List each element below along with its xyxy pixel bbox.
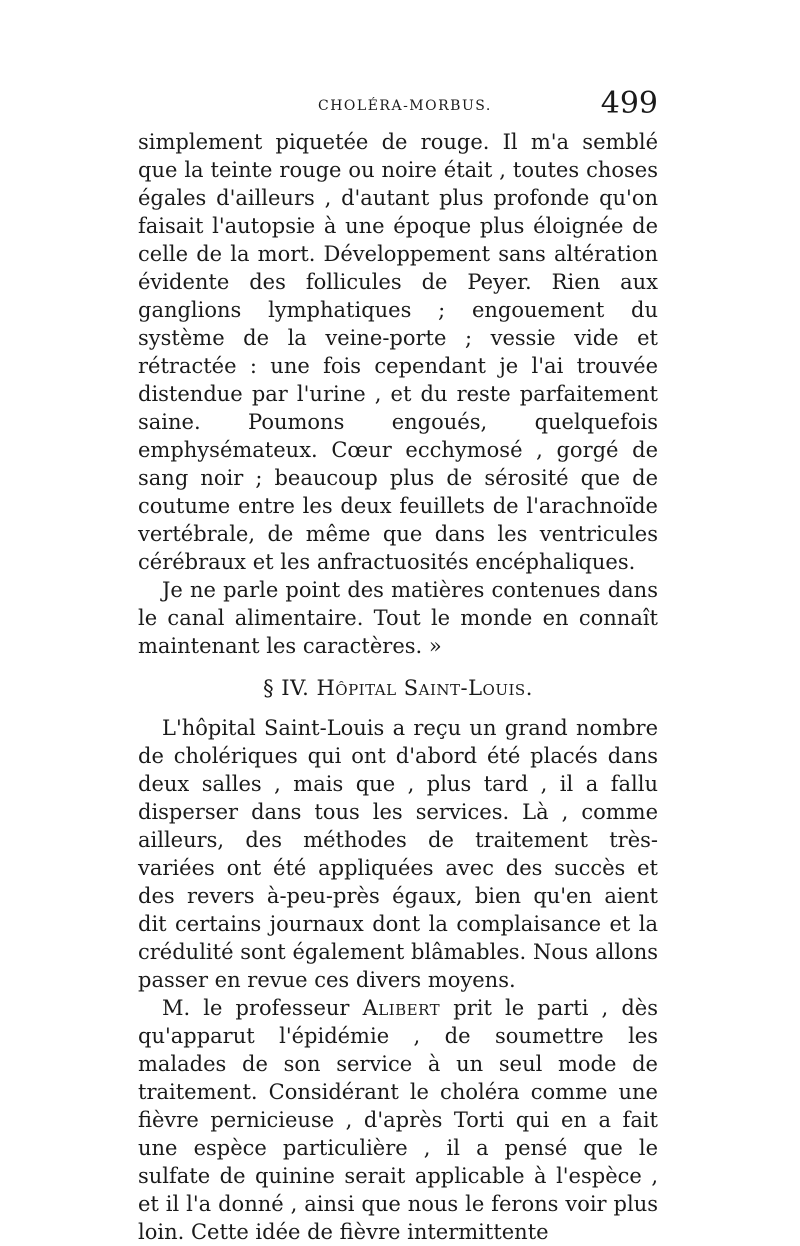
alibert-text: prit le parti , dès qu'apparut l'épidémie , de soumettre les malades de son service à un seul mode de traitement. Considérant le choléra comme une fièvre pernicieuse , d'après Torti qui en a fait une espèce particulière , il a pensé que le sulfate de quinine serait applicable à l'espèce , et il l'a donné , ainsi que nous le ferons voir plus loin. Cette idée de fièvre intermittente <box>138 996 658 1244</box>
section-title: Hôpital Saint-Louis. <box>316 676 533 700</box>
paragraph-alimentary-canal: Je ne parle point des matières contenues dans le canal alimentaire. Tout le monde en connaît maintenant les caractères. » <box>138 578 658 658</box>
running-title: CHOLÉRA-MORBUS. <box>318 98 492 114</box>
page-header <box>138 86 658 128</box>
author-name-alibert: Alibert <box>362 996 441 1020</box>
paragraph-autopsy-findings: simplement piquetée de rouge. Il m'a semblé que la teinte rouge ou noire était , toutes choses égales d'ailleurs , d'autant plus profonde qu'on faisait l'autopsie à une époque plus éloignée de celle de la mort. Développement sans altération évidente des follicules de Peyer. Rien aux ganglions lymphatiques ; engouement du système de la veine-porte ; vessie vide et rétractée : une fois cependant je l'ai trouvée distendue par l'urine , et du reste parfaitement saine. Poumons engoués, quelquefois emphysémateux. Cœur ecchymosé , gorgé de sang noir ; beaucoup plus de sérosité que de coutume entre les deux feuillets de l'arachnoïde vertébrale, de même que dans les ventricules cérébraux et les anfractuosités encéphaliques. <box>138 130 658 574</box>
page-number: 499 <box>600 86 658 121</box>
book-page <box>138 86 658 1246</box>
paragraph-hopital-saint-louis: L'hôpital Saint-Louis a reçu un grand nombre de cholériques qui ont d'abord été placés dans deux salles , mais que , plus tard , il a fallu disperser dans tous les services. Là , comme ailleurs, des méthodes de traitement très-variées ont été appliquées avec des succès et des revers à-peu-près égaux, bien qu'en aient dit certains journaux dont la complaisance et la crédulité sont également blâmables. Nous allons passer en revue ces divers moyens. <box>138 716 658 992</box>
section-mark: § IV. <box>263 676 310 700</box>
paragraph-alibert <box>138 994 658 1246</box>
alibert-prefix: M. le professeur <box>162 996 350 1020</box>
section-heading <box>138 674 658 702</box>
